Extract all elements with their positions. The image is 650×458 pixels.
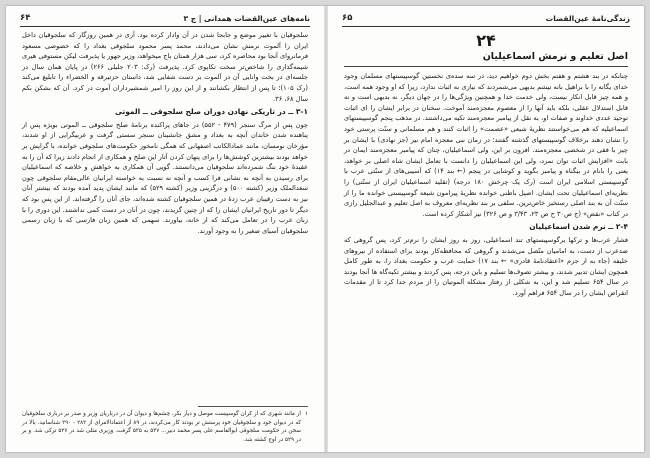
footnote — [22, 410, 308, 444]
section-heading: ۲-۴ ــ نرم شدن اسماعیلیان — [529, 222, 628, 232]
footnotes — [22, 406, 308, 444]
footnote-number: ۱ — [304, 411, 308, 418]
paragraph: فشار عرب‌ها و ترکها برگوسپیستهای تند اسماعیلی، روز به روز ایشان را نرم‌تر کرد، پس گروهی که ضد‌عرب از دست، به امامیان متّصل می‌شدند و گروهی که محافظه‌کار بودند برای استفاده از نیروهای خلیفه (جاء به از جزم «اعتقادنامهٔ قادری» ← بند ۱۷) حمایت عرب و حکومت بغداد را، به طور کامل همچون ایشان تدبیر شدند، و بیشتر تصوف‌ها تسلیم و باین درجه، پس کردند و بیشتر تکیه‌گاه ها آنجا بودند در سال ۶۵۴ تسلیم شد و این، به شکلی از رفتار مشکله آلموتیان را از مردم جدا کرد تا از مقدمات انقراض ایشان را در سال ۶۵۴ فراهم آورد. — [344, 235, 628, 297]
left-page-header — [20, 12, 310, 27]
page-number: ۶۴ — [20, 13, 31, 23]
paragraph: چنانکه در بند هشتم و هفتم بخش دوم خواهیم دید، در سه سده‌ی نخستین گوسپیستهای مسلمان وجود خدای یگانه را با براهیل بانه تیشم بدیهی می‌شمردند که نیازی به اثبات ندارد، زیرا که او وجود همه است، و همه چیز قابل انکار نیست، ولی خدمت خدا و همچنین ویژگی‌ها را در جهان دیگر، نه بدیهی است و نه قابل استدلال عقلی، بلکه باید آنها را از معصوم معجزه‌مند آموخت. سخنان در برابر ایشان را ای اثبات توحید عددی خداوند و صفات او، به نقل از پیامبر معجزه‌مند تکیه می‌داشتند. در مذهب پنجم گوسپیستهای اسماعیلیه که هم می‌خواستند نظریهٔ شیعی «عصمت» را اثبات کنند و هم مسلمانی و سنّت پرستی خود را نشان دهند برخلاف گوسپیستهای گذشته گفتند؛ در زمان نبی معجزه امام نیز (جز نهادی) با ایشان بر چیز با فقی در شخصی معجزه‌مند. افزون بر این، ولی اسماعیلیان، چنان که پیامبر معجزه‌مند ایمان در بابت «افزایش اثبات توان نمرد، ولی این اسماعیلیان را دانست با تعامل ایشان شاه اصلی بر خواهد، یعنی را بانام در بیگناه و پیامبر بگوید و کوشایی در پنجم (← بند ۱۴) که آسیبی‌های از سنّتی عرب با گوسپیستی اسلامی ایران است (رک یک چرخش ۱۸۰ درجه) (تقلید اسماعیلیان ایران از سنّتی) را نظریه‌ای اسماعیلیان تحت ایشان. اصیل باطنی خوانده نظریهٔ پیرامون شیعه گوسپیستی خوانده ما را از سنّت آن به بند اصلی رستخیز خاص‌ترین. سلفی بر بند نظریه‌ای معروف به اصل تعلیم و عبدالجلیل رازی در کتاب «نقض» (ج ص۳۰ ح ص ۲۳، ۳/۴۳ و ص ۳۲۶) نیز آشکار کرده است. — [344, 72, 628, 218]
right-page-header — [342, 12, 630, 27]
left-page-body — [22, 30, 308, 236]
footnote-divider — [198, 406, 308, 407]
book-spread — [6, 6, 644, 452]
section-heading: ۳-۱ ــ در تاریکی نهادن دوران صلح سلجوقی ــ الموتی — [115, 107, 308, 117]
paragraph: چون پس از مرگ سنجر (۴۷۹ - ۵۵۲) در جاهای پراکنده برنامهٔ صلح سلجوقی ــ الموتی بویژه پس از پناهنده شدن خاندان آنچه به بغداد و مشق جانشینان سنجر سستی گرفت و عربیگرایی از او شدند، مؤرخان نومسان، مانند عمادالکاتب اصفهانی که همگی نامخور حکومت‌های سلجوقی خوانده، با گرایش بر خواهد بودند بیشترین کوشش‌ها را برای پنهان کردن آثار این صلح و همکاری از انجام دادند زیرا که آن را به عقیدهٔ خود ننگ شمرده‌اند سلجوقیان می‌دانستند. گویی آن همکاری به خواهش و خلاصه که اسماعیلیان برای رسیدن به آنچه نه نشانی فرا کسب و آنچه نه نسبت به خواسته ایرانیان عالی‌مقام سلجوقی چون سعدالملک وزیر (کشته ۵۰۰) و درگزینی وزیر (کشته ۵۲۹) که مانند ایشان پدید آمده بودند که بیشتر آنان نیز به دست رقیبان عرب زدهٔ در همین سلجوقیان کشته شده‌اند، جای آنان را گرفته‌اند. از این پس بود که دیگر تا دور تاریخ ایرانیان ایشان را که از چنین گزیدند، چون در آنان در دست کمی نداشتند. این دوری را با زبان عرب را در تعامل می‌کند که از خانه، بیاورند. سهمی که همین زبان فارسی که با زبان رسمی سلجوقیان آسیای صغیر را به وجود آورند. — [22, 120, 309, 235]
left-page — [6, 6, 324, 452]
running-head: زندگی‌نامهٔ عین‌القضات — [545, 14, 630, 23]
footnote-text: از مانند شهری که از کران گوسپیست موصل و دیار بکر، چشم‌ها و دیوان آن در درباریان وزیر و صدر بر درباری سلجوقیان که در دیوان خود و سلجوقیان خود پرستش تر بودند کار می‌کردند، در ۸۹ از اعتمادالامرای از ۲۸۲ - ۲۹۰ شناسانید. بالا در سخن در حکومت سلجوقی ابوالقاسم علی پسر محمد دبیر... ۵۲۷ به ۵۳۵ گرفت. وزیری مثلی شد در ۵۲۷ ترکی شد. و بر در ۵۲۹ در اوج کشته شد. — [22, 411, 301, 443]
right-page — [328, 6, 644, 452]
right-page-body — [344, 30, 628, 298]
paragraph: سلجوقیان با تغییر موضع و جابجا شدن در آن وادار کرده بود. آری در همین روزگار که سلجوقیان داخل ایران را آلموت نرمش نشان می‌دادند، محمد پسر محمود سلجوقی بغداد را که خصوصی مسعود فرمانروای آنجا بود محاصره کرد، سی هزار همتان باج میخواهد، وزیر جهور یا پذیرفت لیکن مستوفی هیری شیمه‌گذاری را شاخص‌تر سخت تکاپوی کرد. پذیرفت (رک: ۲۰۳ جلیلی ۲۶۶) در پایان همان سال در جلسه‌ای در بخت وانایی آن در آلموت بر دست شفایی شد، داستان حزتیرقه و الخضراء را تابلیغ می‌کند (رک ۱۰۵)؛ تا پس از انتظار بکشانند و از این روز را امیر شمشیرداران آموت در کرد. آن که بشکن بکم سال ۶۸، ۳۶. — [22, 31, 308, 103]
page-number: ۶۵ — [342, 13, 353, 23]
chapter-title: اصل تعلیم و نرمش اسماعیلیان — [344, 50, 628, 67]
chapter-number: ۲۴ — [476, 31, 496, 50]
running-head: نامه‌های عین‌القضات همدانی | ج ۳ — [183, 14, 310, 23]
